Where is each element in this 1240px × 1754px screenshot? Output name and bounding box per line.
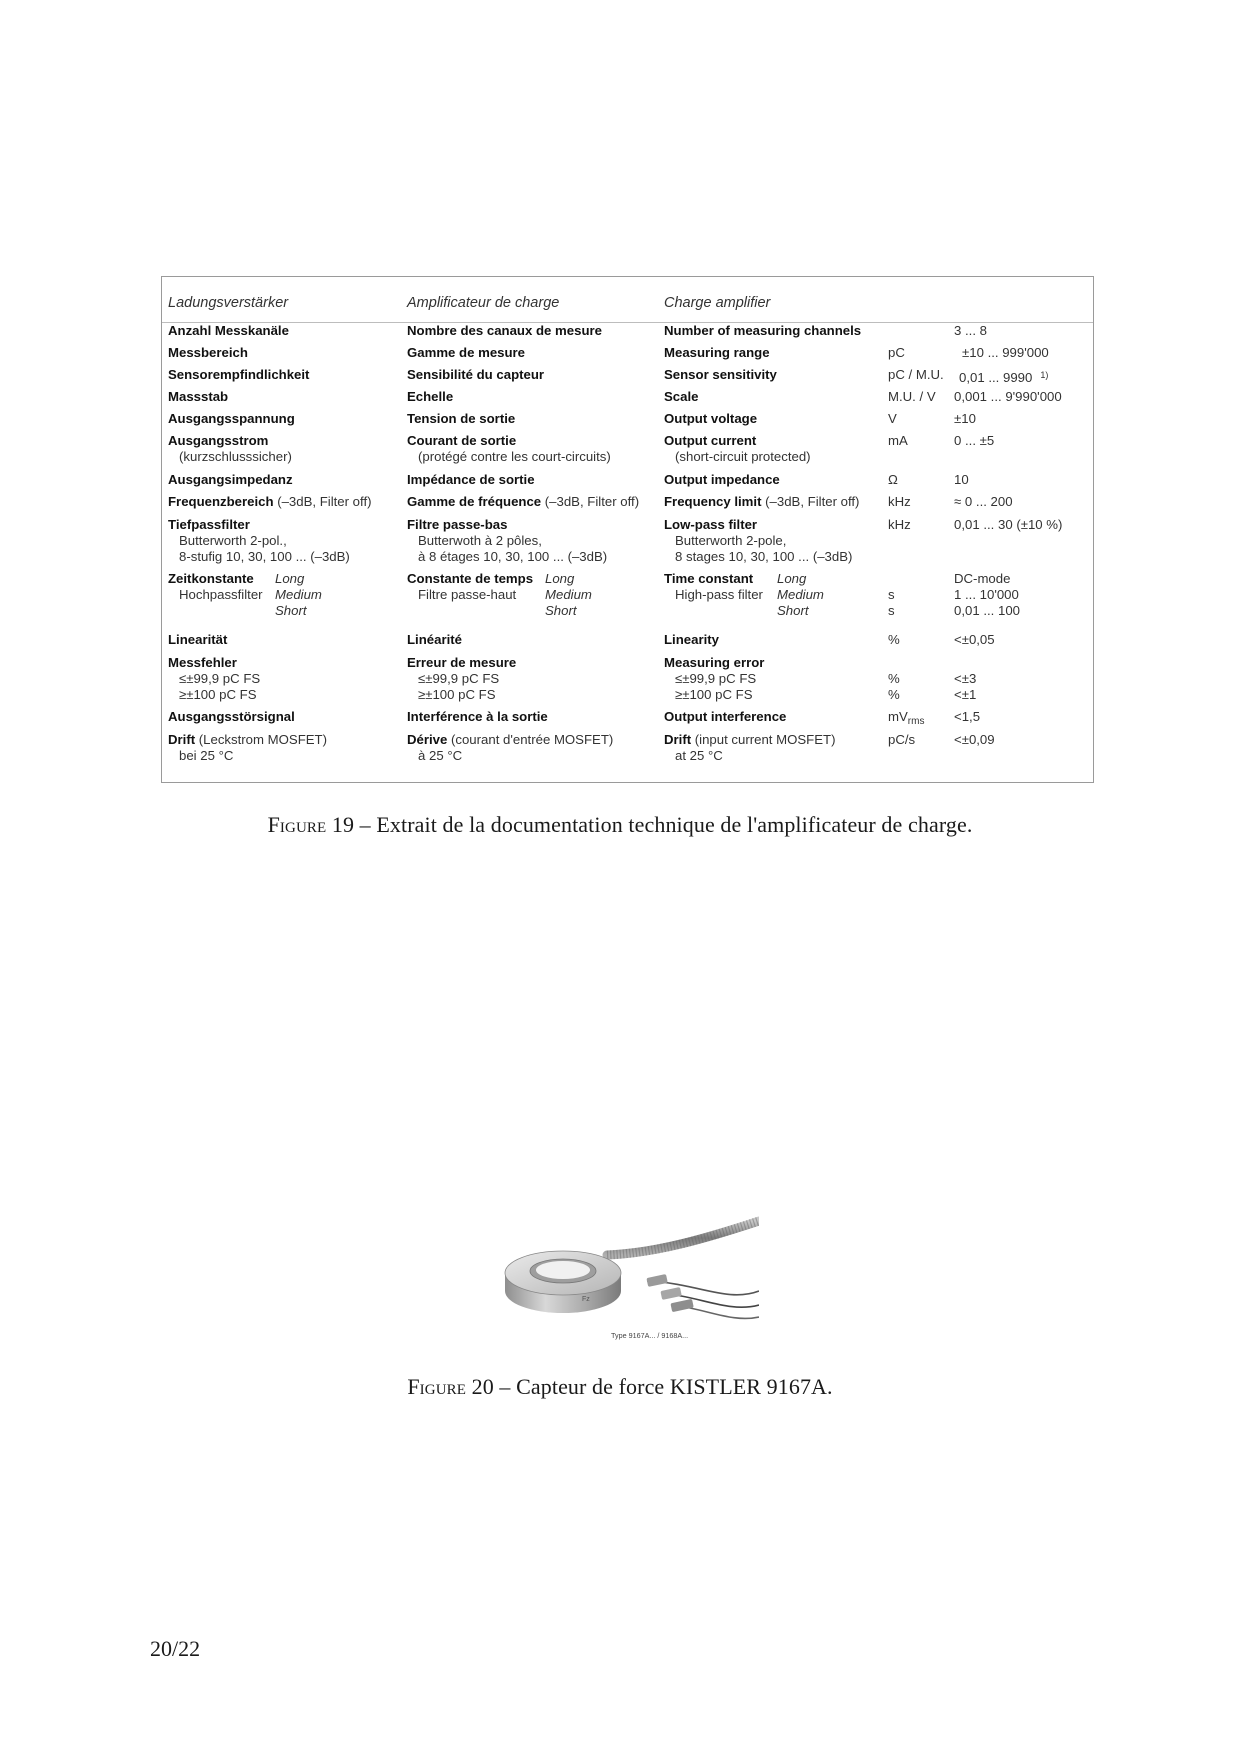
cell-unit: kHz <box>888 517 911 532</box>
figure-19-caption <box>0 812 1240 838</box>
cell-de: Anzahl Messkanäle <box>168 323 289 338</box>
cell-fr: Filtre passe-bas <box>407 517 508 532</box>
cell-fr: Nombre des canaux de mesure <box>407 323 602 338</box>
figure-label: Figure 20 <box>407 1374 494 1399</box>
cell-fr: Impédance de sortie <box>407 472 535 487</box>
cell-de: Messfehler <box>168 655 237 670</box>
cell-unit: % <box>888 687 900 702</box>
cell-en-sub: 8 stages 10, 30, 100 ... (–3dB) <box>675 549 853 564</box>
cell-value: 0 ... ±5 <box>954 433 995 448</box>
cell-unit-sub: rms <box>907 716 925 727</box>
photo-type-label: Type 9167A... / 9168A... <box>611 1331 689 1340</box>
cell-unit: s <box>888 587 895 602</box>
figure-caption-text: – Extrait de la documentation technique de l'amplificateur de charge. <box>354 812 973 837</box>
cell-value: <±3 <box>954 671 977 686</box>
cell-de: Ausgangsstrom <box>168 433 269 448</box>
cell-fr: Echelle <box>407 389 454 404</box>
cell-fr: Constante de temps <box>407 571 534 586</box>
header-fr: Amplificateur de charge <box>407 295 560 311</box>
cell-en-sub: Butterworth 2-pole, <box>675 533 787 548</box>
cell-fr-sub: à 25 °C <box>418 748 463 763</box>
mode-medium: Medium <box>777 587 824 602</box>
cell-fr: Tension de sortie <box>407 411 516 426</box>
cell-value: <1,5 <box>954 709 981 724</box>
svg-text:Fz: Fz <box>582 1296 590 1303</box>
cell-fr: Gamme de mesure <box>407 345 526 360</box>
cell-fr: Dérive <box>407 732 448 747</box>
cell-value <box>954 655 976 671</box>
cell-value: <±1 <box>954 687 977 702</box>
cell-en-note: (input current MOSFET) <box>691 732 836 747</box>
cell-en-sub: (short-circuit protected) <box>675 449 811 464</box>
cell-fr: Sensibilité du capteur <box>407 367 545 382</box>
cell-en-sub: at 25 °C <box>675 748 723 763</box>
cell-de: Massstab <box>168 389 229 404</box>
cell-en: Sensor sensitivity <box>664 367 777 382</box>
cell-value: 0,01 ... 100 <box>954 603 1020 618</box>
cell-de-note: (–3dB, Filter off) <box>273 494 372 509</box>
cell-en-sub: ≥±100 pC FS <box>675 687 753 702</box>
mode-short: Short <box>545 603 577 618</box>
force-sensor-photo <box>497 1213 759 1346</box>
cell-en: Low-pass filter <box>664 517 758 532</box>
cell-value: ≈ 0 ... 200 <box>954 494 1013 509</box>
figure-20-caption <box>0 1374 1240 1400</box>
cell-de: Zeitkonstante <box>168 571 254 586</box>
cell-de: Ausgangsstörsignal <box>168 709 295 724</box>
cell-unit: pC/s <box>888 732 916 747</box>
cell-value: 10 <box>954 472 969 487</box>
cell-fr: Gamme de fréquence <box>407 494 542 509</box>
cell-de: Sensorempfindlichkeit <box>168 367 310 382</box>
cell-de: Tiefpassfilter <box>168 517 250 532</box>
spec-table <box>161 276 1094 783</box>
mode-long: Long <box>275 571 305 586</box>
cell-de-sub: Hochpassfilter <box>179 587 263 602</box>
cell-unit: pC / M.U. <box>888 367 944 382</box>
cell-de-sub: Butterworth 2-pol., <box>179 533 287 548</box>
cell-en: Output interference <box>664 709 787 724</box>
cell-en: Number of measuring channels <box>664 323 862 338</box>
cell-fr: Linéarité <box>407 632 462 647</box>
cell-value: ±10 <box>954 411 976 426</box>
cell-de-sub: ≥±100 pC FS <box>179 687 257 702</box>
cell-en: Measuring range <box>664 345 770 360</box>
header-de: Ladungsverstärker <box>168 295 289 311</box>
cell-en-sub: ≤±99,9 pC FS <box>675 671 757 686</box>
cell-unit: % <box>888 632 900 647</box>
cell-fr-sub: (protégé contre les court-circuits) <box>418 449 611 464</box>
cell-en: Output impedance <box>664 472 780 487</box>
mode-medium: Medium <box>275 587 322 602</box>
cell-en-sub: High-pass filter <box>675 587 763 602</box>
cell-value: 0,01 ... 30 (±10 %) <box>954 517 1063 532</box>
cell-en: Linearity <box>664 632 719 647</box>
mode-long: Long <box>777 571 807 586</box>
cell-en: Drift <box>664 732 692 747</box>
cell-value: 0,01 ... 9990 <box>959 370 1033 385</box>
figure-label: Figure 19 <box>267 812 355 837</box>
cell-en: Frequency limit <box>664 494 762 509</box>
cell-value: DC-mode <box>954 571 1011 586</box>
cell-de-sub: (kurzschlusssicher) <box>179 449 292 464</box>
cell-de-sub: 8-stufig 10, 30, 100 ... (–3dB) <box>179 549 350 564</box>
cell-unit: s <box>888 603 895 618</box>
cell-de: Messbereich <box>168 345 248 360</box>
header-en: Charge amplifier <box>664 295 771 311</box>
footnote-marker: 1) <box>1040 370 1049 380</box>
cell-fr-sub: Filtre passe-haut <box>418 587 517 602</box>
cell-en: Measuring error <box>664 655 765 670</box>
cell-value: 1 ... 10'000 <box>954 587 1019 602</box>
cell-unit <box>888 571 895 587</box>
cell-fr-sub: ≤±99,9 pC FS <box>418 671 500 686</box>
page-number: 20/22 <box>150 1636 201 1661</box>
cell-unit: Ω <box>888 472 898 487</box>
cell-unit: M.U. / V <box>888 389 936 404</box>
mode-long: Long <box>545 571 575 586</box>
cell-unit: mV <box>888 709 908 724</box>
cell-de: Ausgangsimpedanz <box>168 472 293 487</box>
cell-en-note: (–3dB, Filter off) <box>761 494 860 509</box>
cell-de: Frequenzbereich <box>168 494 274 509</box>
cell-value: <±0,09 <box>954 732 995 747</box>
cell-value: 3 ... 8 <box>954 323 987 338</box>
cell-fr-sub: Butterwoth à 2 pôles, <box>418 533 542 548</box>
cell-fr: Erreur de mesure <box>407 655 517 670</box>
cell-de-sub: bei 25 °C <box>179 748 234 763</box>
cell-unit: kHz <box>888 494 911 509</box>
cell-value: ±10 ... 999'000 <box>962 345 1049 360</box>
cell-de: Linearität <box>168 632 228 647</box>
cell-de: Ausgangsspannung <box>168 411 295 426</box>
cell-en: Time constant <box>664 571 754 586</box>
cell-fr: Courant de sortie <box>407 433 517 448</box>
cell-en: Output voltage <box>664 411 758 426</box>
cell-unit: V <box>888 411 897 426</box>
cell-fr-sub: ≥±100 pC FS <box>418 687 496 702</box>
cell-de: Drift <box>168 732 196 747</box>
cell-fr-sub: à 8 étages 10, 30, 100 ... (–3dB) <box>418 549 608 564</box>
figure-caption-text: – Capteur de force KISTLER 9167A. <box>493 1374 833 1399</box>
mode-short: Short <box>777 603 809 618</box>
cell-unit: % <box>888 671 900 686</box>
cell-en: Output current <box>664 433 757 448</box>
cell-fr: Interférence à la sortie <box>407 709 548 724</box>
cell-en: Scale <box>664 389 699 404</box>
mode-medium: Medium <box>545 587 592 602</box>
mode-short: Short <box>275 603 307 618</box>
cell-unit <box>888 655 900 671</box>
cell-value: <±0,05 <box>954 632 995 647</box>
table-header <box>162 277 1093 323</box>
cell-value: 0,001 ... 9'990'000 <box>954 389 1062 404</box>
cell-fr-note: (courant d'entrée MOSFET) <box>447 732 614 747</box>
cell-fr-note: (–3dB, Filter off) <box>541 494 640 509</box>
cell-de-sub: ≤±99,9 pC FS <box>179 671 261 686</box>
cell-unit: pC <box>888 345 905 360</box>
cell-unit: mA <box>888 433 908 448</box>
cell-de-note: (Leckstrom MOSFET) <box>195 732 327 747</box>
